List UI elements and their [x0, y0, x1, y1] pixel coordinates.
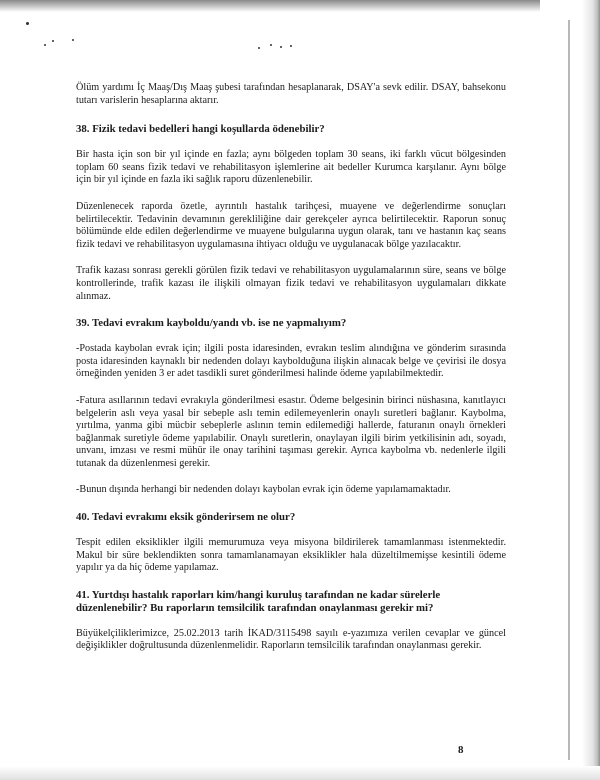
section-40-paragraph-1: Tespit edilen eksiklikler ilgili memurumuza veya misyona bildirilerek tamamlanması istenmektedir. Makul bir süre beklendikten sonra tamamlanamayan eksiklikler hala düzeltilmemişse kesintili ödeme yapılır ya da hiç ödeme yapılamaz. [76, 537, 506, 574]
scan-speck [44, 44, 46, 46]
document-body [76, 82, 506, 667]
page-number: 8 [458, 744, 464, 756]
section-40-heading: 40. Tedavi evrakımı eksik gönderirsem ne olur? [76, 511, 296, 524]
scan-speck [52, 40, 54, 42]
scan-speck [270, 44, 272, 46]
scan-speck [280, 46, 282, 48]
scan-speck [72, 39, 74, 41]
section-39-paragraph-3: -Bunun dışında herhangi bir nedenden dolayı kaybolan evrak için ödeme yapılamamaktadır. [76, 484, 451, 496]
section-39-heading: 39. Tedavi evrakım kayboldu/yandı vb. ise ne yapmalıyım? [76, 317, 347, 330]
scan-top-shadow [0, 0, 600, 12]
section-38-paragraph-3: Trafik kazası sonrası gerekli görülen fizik tedavi ve rehabilitasyon uygulamalarının süre, seans ve bölge kontrollerinde, trafik kazası ile ilişkili olmayan fizik tedavi ve rehabilitasyon uygulamaları dikkate alınmaz. [76, 265, 506, 302]
scan-right-fold-line [568, 20, 570, 760]
scan-speck [258, 47, 260, 49]
section-39-paragraph-2: -Fatura asıllarının tedavi evrakıyla gönderilmesi esastır. Ödeme belgesinin birinci nüshasına, kanıtlayıcı belgelerin aslı veya yasal bir sebeple aslı temin edilemeyenlerin onaylı suretleri bağlanır. Kaybolma, yırtılma, yanma gibi mücbir sebeplerle aslının temin edilemediği hallerde, faturanın onaylı örnekleri bağlanmak suretiyle ödeme yapılabilir. Onaylı suretlerin, onaylayan ilgili birim yetkilisinin adı, soyadı, unvanı, imzası ve resmi mühür ile onay tarihini taşıması gerekir. Ayrıca kaybolma vb. nedenlerle ilgili tutanak da düzenlenmesi gerekir. [76, 394, 506, 469]
scan-speck [290, 45, 292, 47]
intro-paragraph: Ölüm yardımı İç Maaş/Dış Maaş şubesi tarafından hesaplanarak, DSAY'a sevk edilir. DSAY, bahsekonu tutarı varislerin hesaplarına aktarır. [76, 82, 506, 106]
section-41-paragraph-1: Büyükelçiliklerimizce, 25.02.2013 tarih İKAD/3115498 sayılı e-yazımıza verilen cevaplar ve güncel değişiklikler doğrultusunda düzenlenmelidir. Raporların temsilcilik tarafından onaylanması gerekir. [76, 627, 506, 652]
section-41-heading: 41. Yurtdışı hastalık raporları kim/hangi kuruluş tarafından ne kadar sürelerle düzenlenebilir? Bu raporların temsilcilik tarafından onaylanması gerekir mi? [76, 588, 441, 614]
section-39-paragraph-1: -Postada kaybolan evrak için; ilgili posta idaresinden, evrakın teslim alındığına ve gönderim sırasında posta idaresinden kaynaklı bir nedenden dolayı kaybolduğuna ilişkin alınacak belge ve çevirisi ile dosya örneğinden yeniden 3 er adet tasdikli suret gönderilmesi halinde ödeme yapılabilmektedir. [76, 343, 506, 380]
section-38-paragraph-2: Düzenlenecek raporda özetle, ayrıntılı hastalık tarihçesi, muayene ve değerlendirme sonuçları belirtilecektir. Tedavinin devamının gerekliliğine dair gerekçeler ayrıca belirtilecektir. Raporun sonuç bölümünde elde edilen değerlendirme ve muayene bulgularına uygun olarak, tanı ve hastanın kaç seans fizik tedavi ve rehabilitasyon uygulamasına ihtiyacı olduğu ve uygulanacak bölge yazılacaktır. [76, 200, 506, 250]
section-38-heading: 38. Fizik tedavi bedelleri hangi koşullarda ödenebilir? [76, 123, 325, 136]
scan-speck [26, 22, 29, 25]
section-38-paragraph-1: Bir hasta için son bir yıl içinde en fazla; aynı bölgeden toplam 30 seans, iki farklı vücut bölgesinden toplam 60 seans fizik tedavi ve rehabilitasyon işlemlerine ait bedeller Kurumca karşılanır. Aynı bölge için bir yıl içinde en fazla iki sağlık raporu düzenlenebilir. [76, 149, 506, 186]
scan-bottom-shadow [0, 766, 600, 780]
scan-right-shadow [540, 0, 600, 780]
